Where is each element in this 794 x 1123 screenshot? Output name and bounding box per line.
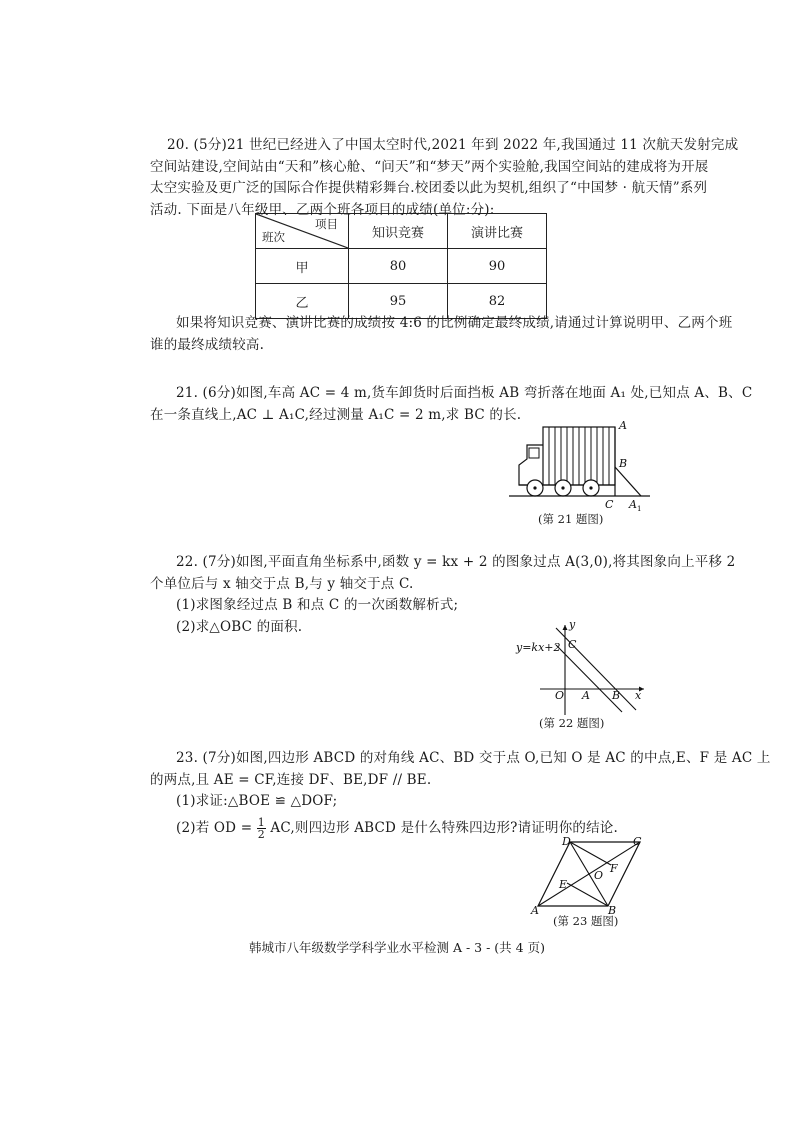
table-header: 知识竞赛 — [349, 214, 448, 249]
q20-line: 谁的最终成绩较高. — [150, 336, 265, 353]
q20-text — [150, 135, 739, 221]
q23-line: 的两点,且 AE = CF,连接 DF、BE,DF // BE. — [150, 771, 432, 788]
label-A: A — [582, 689, 590, 702]
label-A1: A — [629, 498, 637, 511]
fraction — [257, 817, 266, 840]
table-header: 演讲比赛 — [448, 214, 547, 249]
label-C: C — [568, 638, 577, 651]
label-D: D — [562, 836, 571, 848]
q20-line: 活动. 下面是八年级甲、乙两个班各项目的成绩(单位:分): — [150, 201, 495, 218]
label-C: C — [633, 836, 642, 848]
table-cell: 90 — [448, 249, 547, 284]
label-C: C — [605, 498, 614, 511]
label-F: F — [610, 862, 618, 875]
q23-line4-after: AC,则四边形 ABCD 是什么特殊四边形?请证明你的结论. — [270, 819, 618, 836]
q21-line: 21. (6分)如图,车高 AC = 4 m,货车卸货时后面挡板 AB 弯折落在地面 A₁ 处,已知点 A、B、C — [176, 385, 753, 401]
table-cell: 95 — [349, 284, 448, 319]
label-B: B — [612, 689, 621, 702]
q21-truck-figure — [505, 415, 655, 515]
label-y-axis: y — [569, 620, 576, 631]
fraction-numerator: 1 — [257, 815, 265, 829]
label-E: E — [559, 878, 568, 891]
label-B: B — [608, 904, 617, 916]
table-cell: 82 — [448, 284, 547, 319]
label-O: O — [594, 869, 604, 882]
table-header-row — [256, 214, 547, 249]
label-A1-subscript: 1 — [637, 505, 642, 513]
q23-line: 23. (7分)如图,四边形 ABCD 的对角线 AC、BD 交于点 O,已知 O 是 AC 的中点,E、F 是 AC 上 — [176, 750, 771, 766]
q22-caption: (第 22 题图) — [539, 716, 605, 730]
label-x-axis: x — [635, 689, 642, 702]
q23-line-4 — [176, 817, 771, 840]
table-cell-class: 乙 — [256, 284, 349, 319]
label-A: A — [531, 904, 539, 916]
q20-after-text — [150, 313, 732, 356]
q20-line: 空间站建设,空间站由“天和”核心舱、“问天”和“梦天”两个实验舱,我国空间站的建成将为开展 — [150, 158, 709, 175]
q21-caption: (第 21 题图) — [538, 512, 604, 526]
q23-line: (1)求证:△BOE ≌ △DOF; — [176, 793, 338, 809]
label-B: B — [619, 457, 628, 470]
q22-line: (2)求△OBC 的面积. — [176, 618, 303, 635]
q20-line: 如果将知识竞赛、演讲比赛的成绩按 4:6 的比例确定最终成绩,请通过计算说明甲、乙两个班 — [176, 315, 733, 331]
q23-line4-before: (2)若 OD = — [176, 819, 253, 836]
q22-coordinate-figure — [510, 620, 650, 718]
table-row — [256, 249, 547, 284]
q21-line: 在一条直线上,AC ⊥ A₁C,经过测量 A₁C = 2 m,求 BC 的长. — [150, 406, 522, 423]
q20-line: 太空实验及更广泛的国际合作提供精彩舞台.校团委以此为契机,组织了“中国梦 · 航天情”系列 — [150, 180, 708, 196]
table-corner-cell — [256, 214, 349, 249]
q23-caption: (第 23 题图) — [553, 914, 619, 928]
q23-quadrilateral-figure — [528, 836, 648, 916]
label-O: O — [555, 689, 565, 702]
q22-line: 22. (7分)如图,平面直角坐标系中,函数 y = kx + 2 的图象过点 A(3,0),将其图象向上平移 2 — [176, 554, 736, 570]
corner-label-class: 班次 — [262, 230, 285, 244]
q20-line: 20. (5分)21 世纪已经进入了中国太空时代,2021 年到 2022 年,我国通过 11 次航天发射完成 — [167, 137, 739, 153]
label-A: A — [619, 419, 627, 432]
q22-line: (1)求图象经过点 B 和点 C 的一次函数解析式; — [176, 597, 459, 613]
label-function: y=kx+2 — [516, 641, 561, 654]
table-cell-class: 甲 — [256, 249, 349, 284]
table-cell: 80 — [349, 249, 448, 284]
q21-text — [150, 383, 752, 426]
corner-label-item: 项目 — [315, 217, 338, 231]
q20-score-table — [255, 213, 547, 319]
q23-text — [150, 748, 771, 840]
fraction-denominator: 2 — [257, 827, 265, 841]
q22-line: 个单位后与 x 轴交于点 B,与 y 轴交于点 C. — [150, 575, 414, 592]
page-footer: 韩城市八年级数学学科学业水平检测 A - 3 - (共 4 页) — [249, 940, 545, 955]
